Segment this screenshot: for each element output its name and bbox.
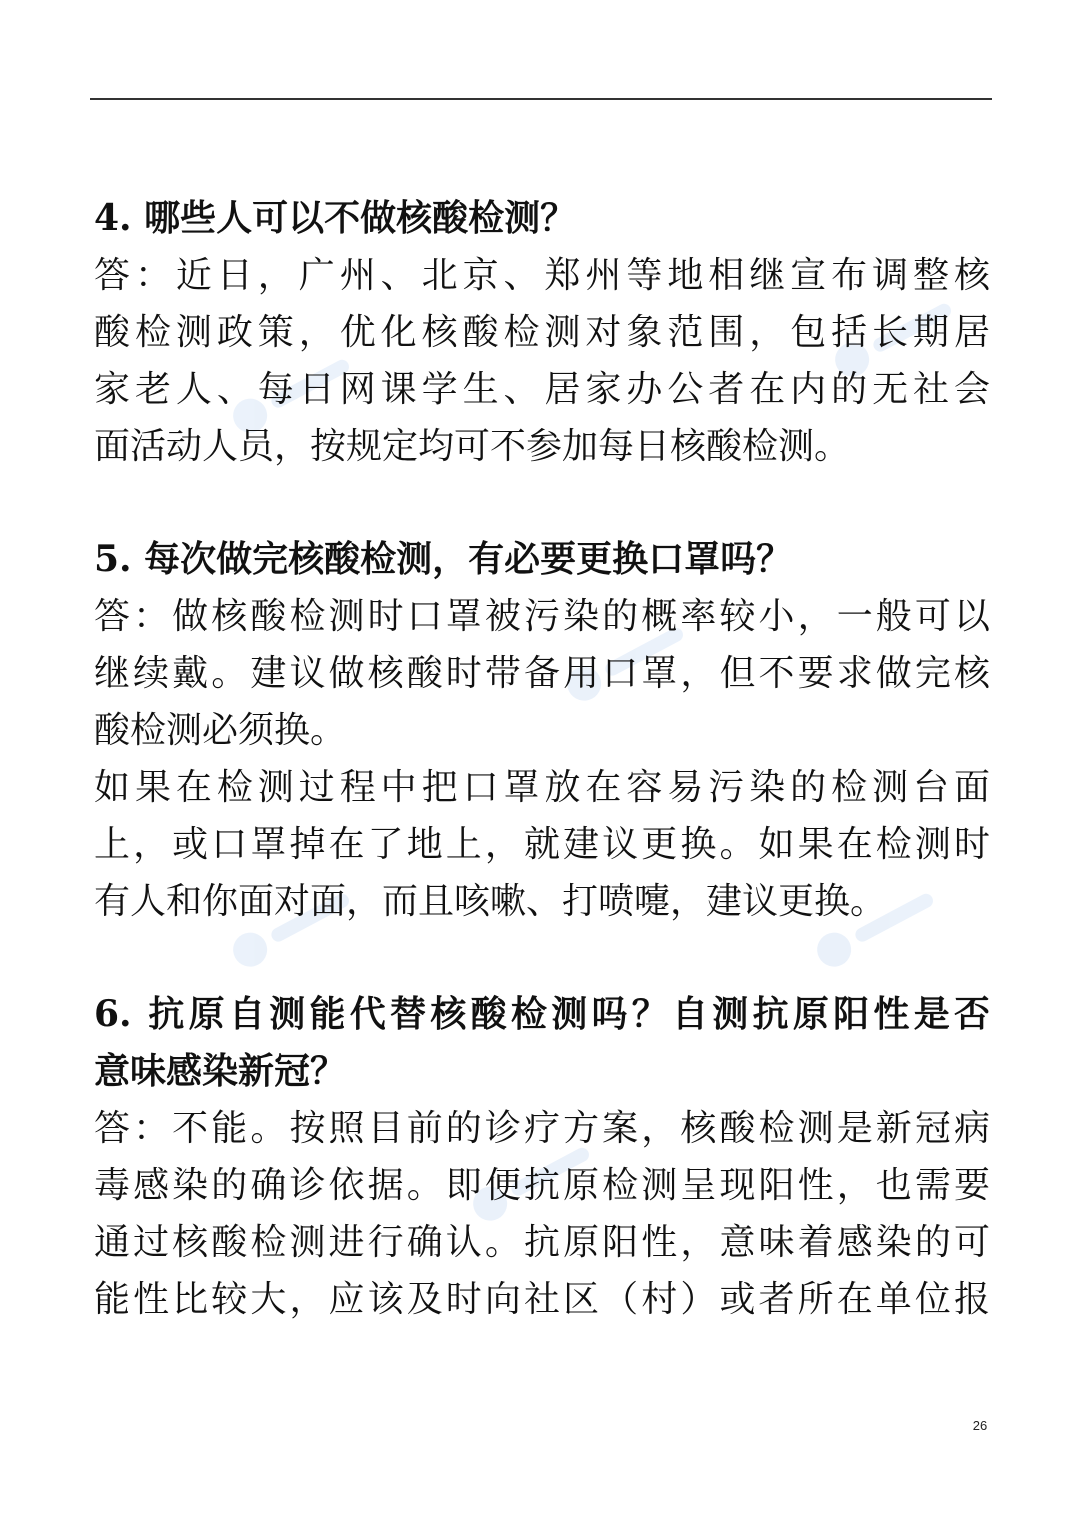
answer-5-line: 如果在检测过程中把口罩放在容易污染的检测台面 — [94, 767, 990, 808]
answer-4-line: 家老人、每日网课学生、居家办公者在内的无社会 — [94, 369, 990, 410]
answer-5-line: 上，或口罩掉在了地上，就建议更换。如果在检测时 — [94, 824, 990, 865]
answer-6-line: 毒感染的确诊依据。即便抗原检测呈现阳性，也需要 — [94, 1165, 990, 1206]
question-5-title: 5. 每次做完核酸检测，有必要更换口罩吗？ — [94, 538, 793, 580]
question-6-title-cont: 意味感染新冠？ — [94, 1050, 347, 1092]
header-rule — [90, 98, 992, 100]
answer-4-line: 面活动人员，按规定均可不参加每日核酸检测。 — [94, 426, 851, 467]
page-number: 26 — [972, 1418, 988, 1433]
answer-4-line: 答：近日，广州、北京、郑州等地相继宣布调整核 — [94, 255, 990, 296]
question-4-title: 4. 哪些人可以不做核酸检测？ — [94, 197, 577, 239]
answer-6-line: 答：不能。按照目前的诊疗方案，核酸检测是新冠病 — [94, 1108, 990, 1149]
answer-5-line: 继续戴。建议做核酸时带备用口罩，但不要求做完核 — [94, 653, 990, 694]
answer-5-line: 答：做核酸检测时口罩被污染的概率较小，一般可以 — [94, 596, 990, 637]
section-gap — [94, 930, 990, 986]
answer-5-line: 酸检测必须换。 — [94, 710, 347, 751]
answer-6-line: 通过核酸检测进行确认。抗原阳性，意味着感染的可 — [94, 1222, 990, 1263]
section-gap — [94, 475, 990, 531]
document-body — [94, 190, 990, 1328]
answer-6-line: 能性比较大，应该及时向社区（村）或者所在单位报 — [94, 1279, 990, 1320]
answer-5-line: 有人和你面对面，而且咳嗽、打喷嚏，建议更换。 — [94, 881, 887, 922]
answer-4-line: 酸检测政策，优化核酸检测对象范围，包括长期居 — [94, 312, 990, 353]
question-6-title: 6. 抗原自测能代替核酸检测吗？自测抗原阳性是否 — [94, 993, 990, 1035]
